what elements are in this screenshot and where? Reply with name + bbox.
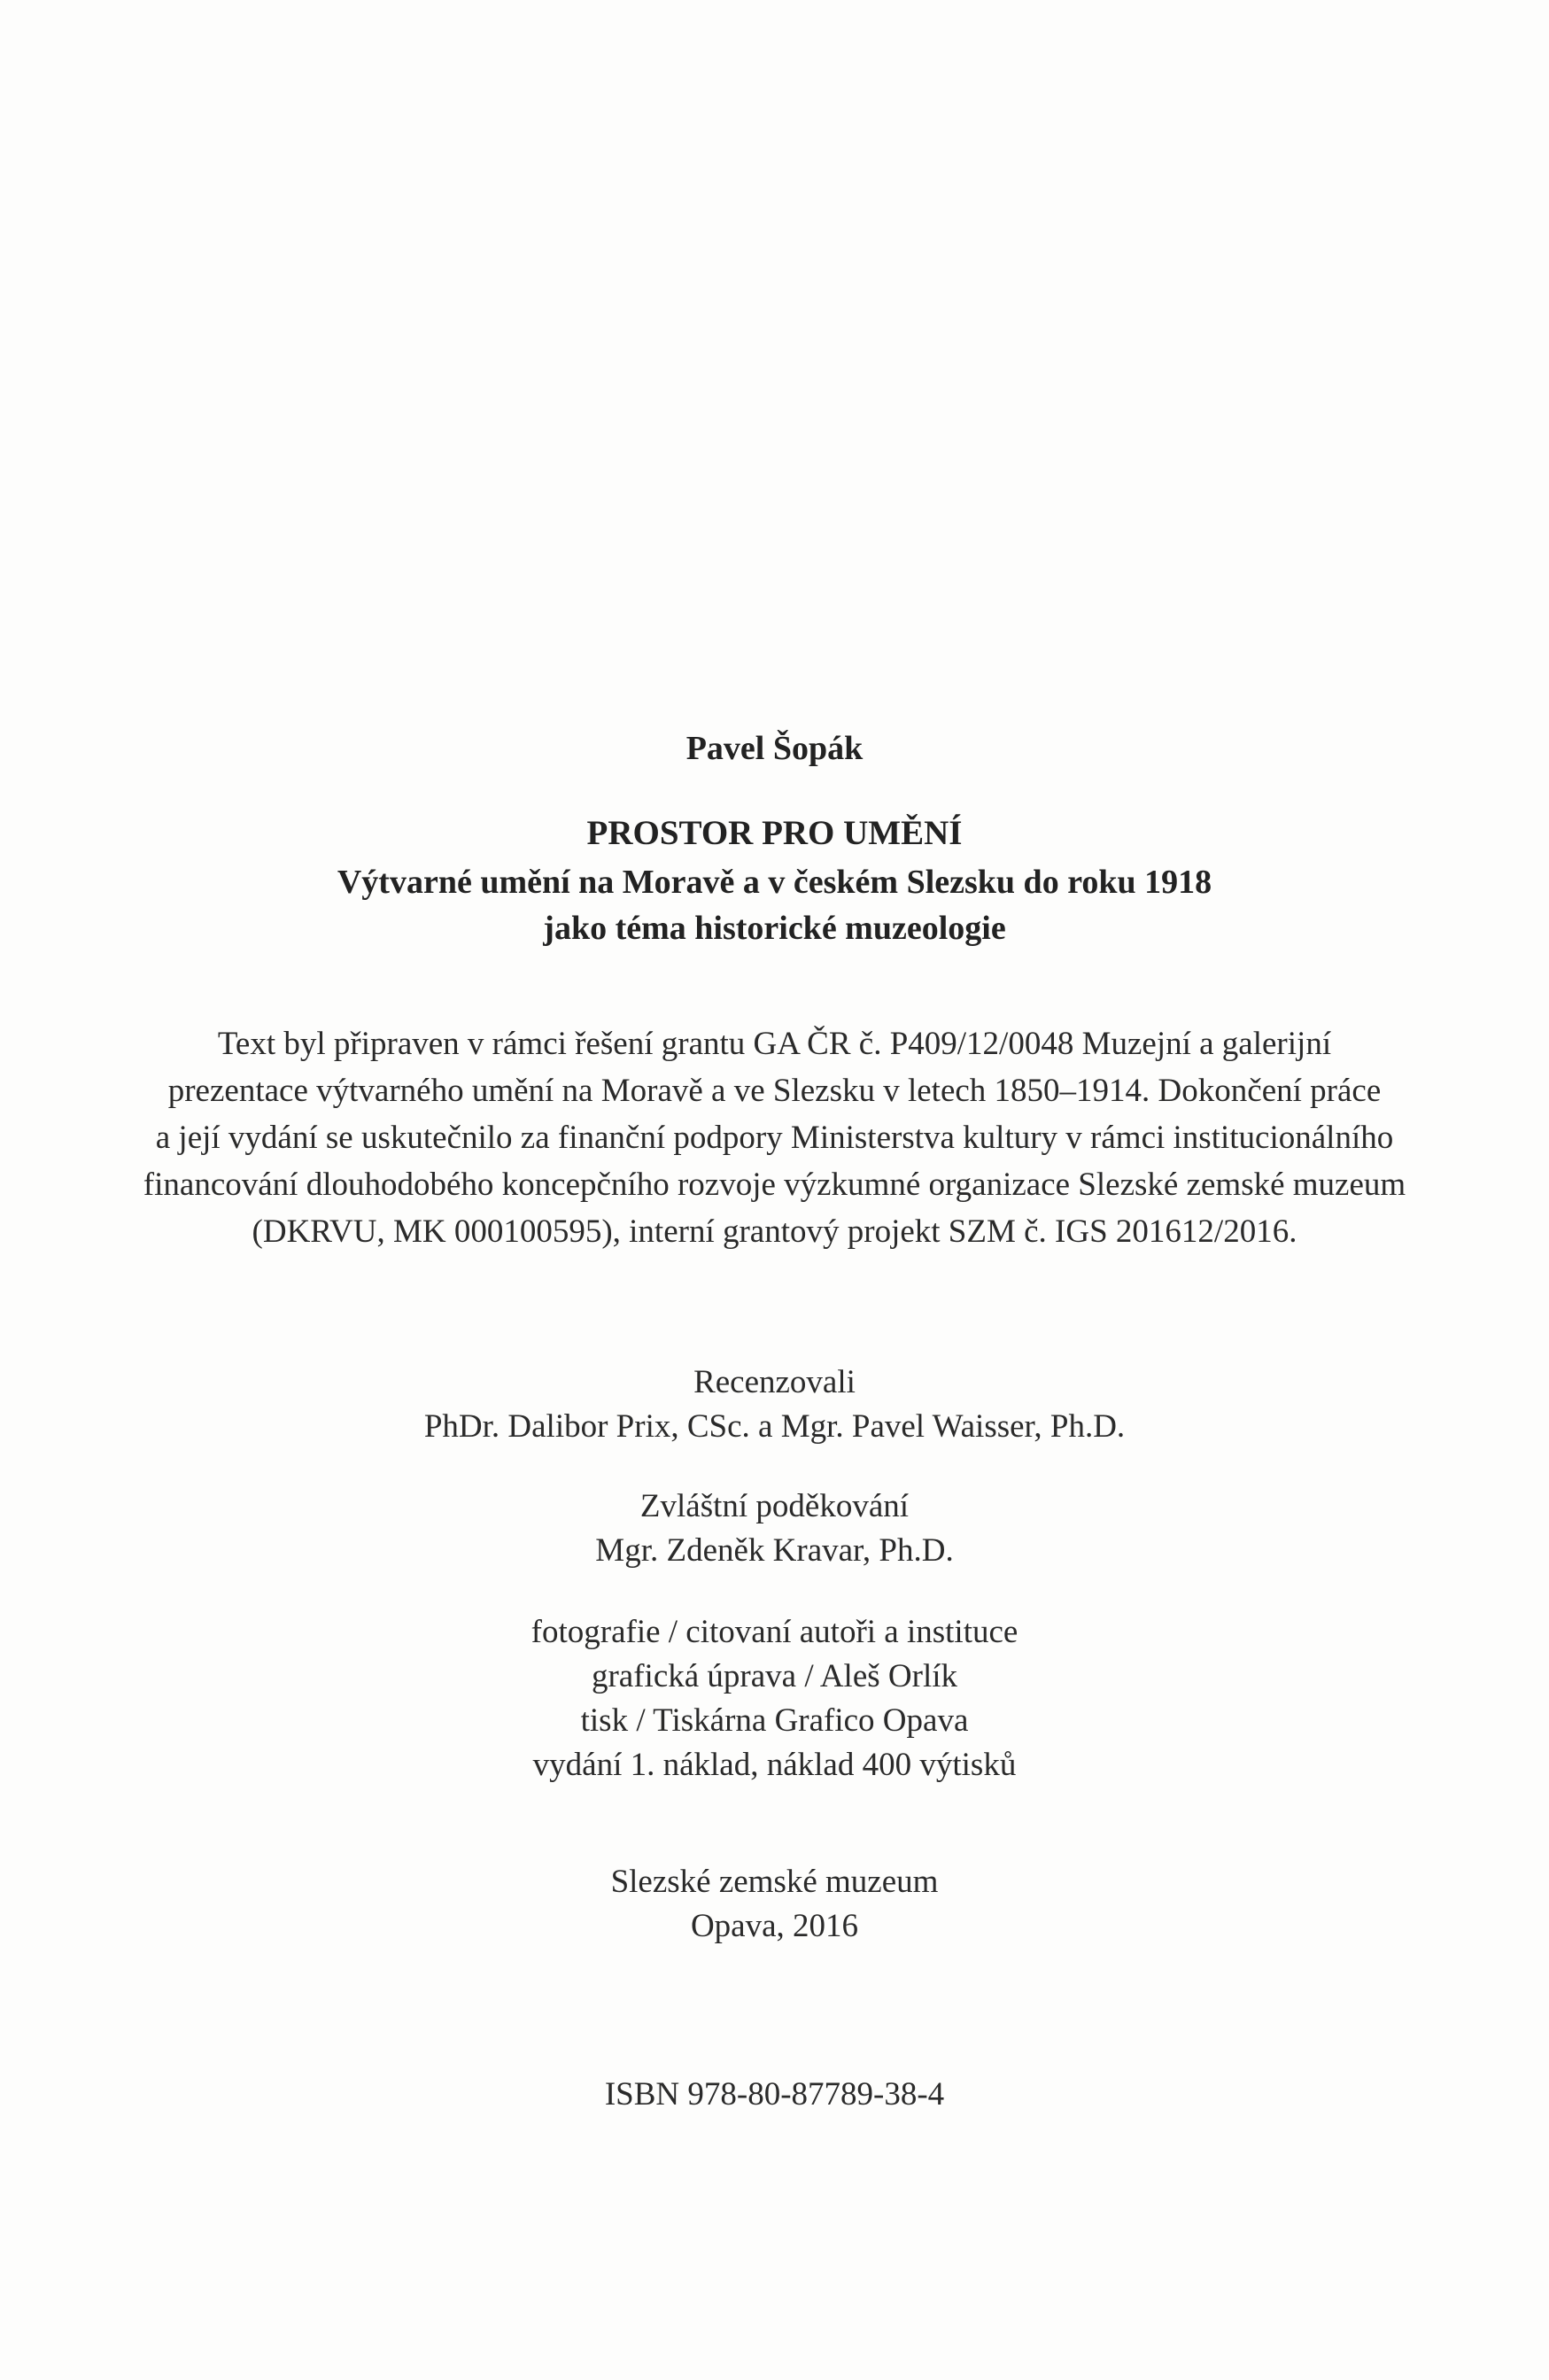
book-title-block [0,808,1549,951]
production-line: tisk / Tiskárna Grafico Opava [580,1702,969,1739]
production-credits [0,1610,1549,1787]
grant-line: financování dlouhodobého koncepčního rozvoje výzkumné organizace Slezské zemské muzeum [143,1167,1406,1203]
production-line: vydání 1. náklad, náklad 400 výtisků [532,1747,1017,1783]
grant-statement [0,1020,1549,1255]
grant-line: prezentace výtvarného umění na Moravě a ve Slezsku v letech 1850–1914. Dokončení práce [167,1073,1382,1109]
production-line: grafická úprava / Aleš Orlík [591,1658,958,1694]
reviewers-names: PhDr. Dalibor Prix, CSc. a Mgr. Pavel Waisser, Ph.D. [423,1408,1126,1445]
reviewers-section [0,1361,1549,1449]
reviewers-heading: Recenzovali [693,1364,856,1400]
book-subtitle-line: Výtvarné umění na Moravě a v českém Slezsku do roku 1918 [337,864,1212,901]
publisher-place-year: Opava, 2016 [690,1908,859,1944]
grant-line: Text byl připraven v rámci řešení grantu GA ČR č. P409/12/0048 Muzejní a galerijní [217,1026,1332,1062]
acknowledgement-heading: Zvláštní poděkování [639,1488,910,1524]
book-subtitle-line: jako téma historické muzeologie [543,910,1006,947]
author-name [0,726,1549,771]
publisher-name: Slezské zemské muzeum [610,1864,939,1900]
author-name-text: Pavel Šopák [685,730,864,767]
publisher-section [0,1860,1549,1949]
grant-line: a její vydání se uskutečnilo za finanční podpory Ministerstva kultury v rámci institucionálního [155,1120,1394,1156]
isbn-section [0,2073,1549,2117]
production-line: fotografie / citovaní autoři a instituce [531,1614,1018,1650]
acknowledgement-section [0,1485,1549,1573]
book-title: PROSTOR PRO UMĚNÍ [586,814,963,852]
grant-line: (DKRVU, MK 000100595), interní grantový projekt SZM č. IGS 201612/2016. [252,1213,1297,1250]
acknowledgement-name: Mgr. Zdeněk Kravar, Ph.D. [595,1532,954,1569]
isbn-number: ISBN 978-80-87789-38-4 [604,2076,945,2113]
